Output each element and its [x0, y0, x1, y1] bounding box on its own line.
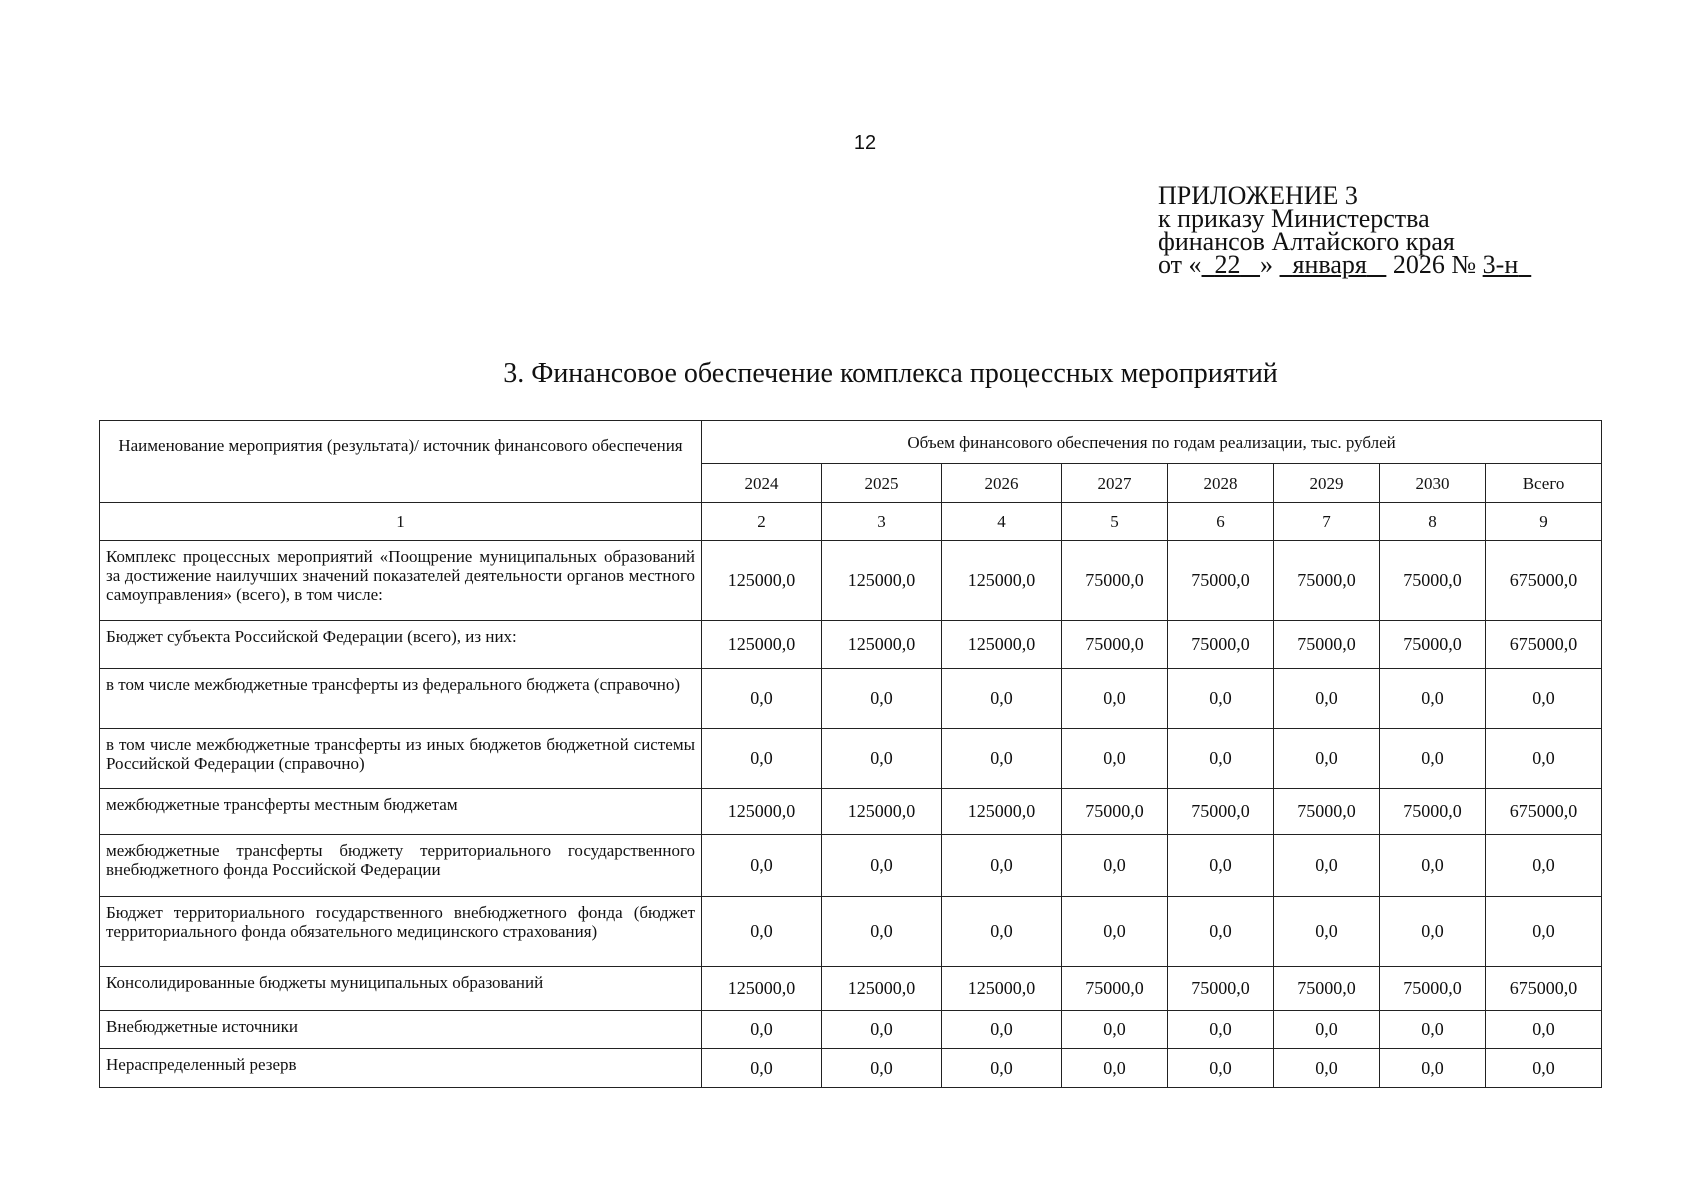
row-total-value: 0,0 [1486, 729, 1602, 789]
column-number: 2 [702, 503, 822, 541]
table-row [100, 967, 1602, 1011]
row-value: 75000,0 [1062, 541, 1168, 621]
row-value: 75000,0 [1168, 541, 1274, 621]
row-value: 0,0 [1168, 669, 1274, 729]
column-number: 3 [822, 503, 942, 541]
table-row [100, 1011, 1602, 1049]
row-value: 125000,0 [942, 789, 1062, 835]
row-total-value: 675000,0 [1486, 541, 1602, 621]
row-value: 0,0 [822, 835, 942, 897]
row-total-value: 0,0 [1486, 897, 1602, 967]
annex-line-2: финансов Алтайского края [1158, 227, 1455, 256]
row-value: 0,0 [702, 729, 822, 789]
row-value: 0,0 [1062, 835, 1168, 897]
row-value: 0,0 [1380, 897, 1486, 967]
column-number: 7 [1274, 503, 1380, 541]
row-value: 0,0 [822, 1011, 942, 1049]
row-total-value: 675000,0 [1486, 789, 1602, 835]
row-value: 75000,0 [1274, 967, 1380, 1011]
row-total-value: 0,0 [1486, 1011, 1602, 1049]
row-value: 75000,0 [1380, 967, 1486, 1011]
date-year-number-label: 2026 № [1392, 250, 1477, 279]
row-value: 0,0 [1168, 897, 1274, 967]
row-value: 0,0 [702, 897, 822, 967]
year-header: 2024 [702, 464, 822, 503]
row-value: 125000,0 [822, 789, 942, 835]
row-value: 75000,0 [1274, 789, 1380, 835]
total-header: Всего [1486, 464, 1602, 503]
row-value: 125000,0 [702, 541, 822, 621]
column-number: 1 [100, 503, 702, 541]
row-value: 75000,0 [1380, 621, 1486, 669]
financing-table [99, 420, 1602, 1088]
year-header: 2029 [1274, 464, 1380, 503]
row-value: 75000,0 [1062, 789, 1168, 835]
section-title: 3. Финансовое обеспечение комплекса процессных мероприятий [503, 358, 1278, 389]
table-row [100, 541, 1602, 621]
row-value: 125000,0 [822, 621, 942, 669]
row-value: 0,0 [1274, 897, 1380, 967]
row-value: 75000,0 [1380, 541, 1486, 621]
date-prefix: от « [1158, 250, 1202, 279]
row-value: 0,0 [942, 835, 1062, 897]
annex-block [1158, 181, 1628, 279]
column-number: 5 [1062, 503, 1168, 541]
column-number: 9 [1486, 503, 1602, 541]
row-value: 0,0 [1380, 669, 1486, 729]
row-value: 75000,0 [1274, 621, 1380, 669]
row-value: 125000,0 [702, 789, 822, 835]
row-value: 0,0 [1380, 729, 1486, 789]
row-value: 0,0 [942, 1011, 1062, 1049]
row-value: 125000,0 [702, 621, 822, 669]
funding-group-header: Объем финансового обеспечения по годам реализации, тыс. рублей [702, 421, 1602, 464]
page-number: 12 [853, 132, 877, 154]
column-number: 8 [1380, 503, 1486, 541]
row-value: 0,0 [1380, 835, 1486, 897]
date-day: 22 [1214, 250, 1241, 279]
table-row [100, 897, 1602, 967]
row-value: 0,0 [942, 729, 1062, 789]
column-number: 4 [942, 503, 1062, 541]
row-total-value: 0,0 [1486, 835, 1602, 897]
date-month: января [1292, 250, 1367, 279]
year-header: 2027 [1062, 464, 1168, 503]
row-value: 125000,0 [942, 541, 1062, 621]
row-value: 0,0 [942, 1049, 1062, 1088]
row-value: 0,0 [702, 669, 822, 729]
row-value: 0,0 [1062, 729, 1168, 789]
row-value: 0,0 [1380, 1049, 1486, 1088]
column-number: 6 [1168, 503, 1274, 541]
row-total-value: 0,0 [1486, 669, 1602, 729]
column-number-row [100, 503, 1602, 541]
row-value: 125000,0 [822, 541, 942, 621]
table-row [100, 729, 1602, 789]
row-value: 75000,0 [1168, 789, 1274, 835]
row-value: 0,0 [822, 729, 942, 789]
row-value: 125000,0 [942, 967, 1062, 1011]
row-value: 0,0 [1062, 1049, 1168, 1088]
row-value: 125000,0 [822, 967, 942, 1011]
row-value: 0,0 [822, 1049, 942, 1088]
row-value: 0,0 [1168, 1011, 1274, 1049]
row-total-value: 675000,0 [1486, 621, 1602, 669]
row-value: 0,0 [1168, 1049, 1274, 1088]
row-name: Нераспределенный резерв [100, 1049, 702, 1088]
table-row [100, 621, 1602, 669]
table-row [100, 1049, 1602, 1088]
row-value: 75000,0 [1274, 541, 1380, 621]
row-value: 0,0 [702, 1011, 822, 1049]
row-name: Консолидированные бюджеты муниципальных образований [100, 967, 702, 1011]
row-value: 75000,0 [1168, 967, 1274, 1011]
row-value: 0,0 [1168, 835, 1274, 897]
row-value: 0,0 [822, 897, 942, 967]
header-row [100, 421, 1602, 464]
row-name: Внебюджетные источники [100, 1011, 702, 1049]
annex-date-line [1158, 250, 1628, 279]
row-name: Комплекс процессных мероприятий «Поощрение муниципальных образований за достижение наилучших значений показателей деятельности органов местного самоуправления» (всего), в том числе: [100, 541, 702, 621]
row-value: 0,0 [1274, 835, 1380, 897]
year-header: 2030 [1380, 464, 1486, 503]
row-value: 0,0 [942, 669, 1062, 729]
row-value: 75000,0 [1062, 621, 1168, 669]
name-column-header: Наименование мероприятия (результата)/ источник финансового обеспечения [100, 421, 702, 503]
row-name: Бюджет территориального государственного внебюджетного фонда (бюджет территориального фонда обязательного медицинского страхования) [100, 897, 702, 967]
table-row [100, 789, 1602, 835]
year-header: 2025 [822, 464, 942, 503]
row-value: 0,0 [1380, 1011, 1486, 1049]
row-total-value: 0,0 [1486, 1049, 1602, 1088]
row-value: 0,0 [822, 669, 942, 729]
row-value: 0,0 [1062, 897, 1168, 967]
year-header: 2028 [1168, 464, 1274, 503]
row-value: 75000,0 [1168, 621, 1274, 669]
row-value: 125000,0 [702, 967, 822, 1011]
row-name: межбюджетные трансферты бюджету территориального государственного внебюджетного фонда Российской Федерации [100, 835, 702, 897]
row-value: 0,0 [1274, 729, 1380, 789]
year-header: 2026 [942, 464, 1062, 503]
row-value: 125000,0 [942, 621, 1062, 669]
row-value: 0,0 [942, 897, 1062, 967]
row-value: 0,0 [702, 1049, 822, 1088]
annex-title: ПРИЛОЖЕНИЕ 3 [1158, 181, 1358, 210]
row-value: 75000,0 [1062, 967, 1168, 1011]
row-name: в том числе межбюджетные трансферты из иных бюджетов бюджетной системы Российской Федерации (справочно) [100, 729, 702, 789]
annex-line-1: к приказу Министерства [1158, 204, 1430, 233]
row-value: 0,0 [1168, 729, 1274, 789]
row-name: Бюджет субъекта Российской Федерации (всего), из них: [100, 621, 702, 669]
table-row [100, 669, 1602, 729]
row-total-value: 675000,0 [1486, 967, 1602, 1011]
row-value: 0,0 [1274, 1049, 1380, 1088]
row-value: 75000,0 [1380, 789, 1486, 835]
order-number: 3-н [1482, 250, 1519, 279]
row-value: 0,0 [1274, 669, 1380, 729]
table-body [100, 421, 1602, 1088]
row-value: 0,0 [702, 835, 822, 897]
row-value: 0,0 [1274, 1011, 1380, 1049]
row-value: 0,0 [1062, 669, 1168, 729]
table-row [100, 835, 1602, 897]
row-value: 0,0 [1062, 1011, 1168, 1049]
row-name: межбюджетные трансферты местным бюджетам [100, 789, 702, 835]
row-name: в том числе межбюджетные трансферты из федерального бюджета (справочно) [100, 669, 702, 729]
date-mid: » [1260, 250, 1274, 279]
